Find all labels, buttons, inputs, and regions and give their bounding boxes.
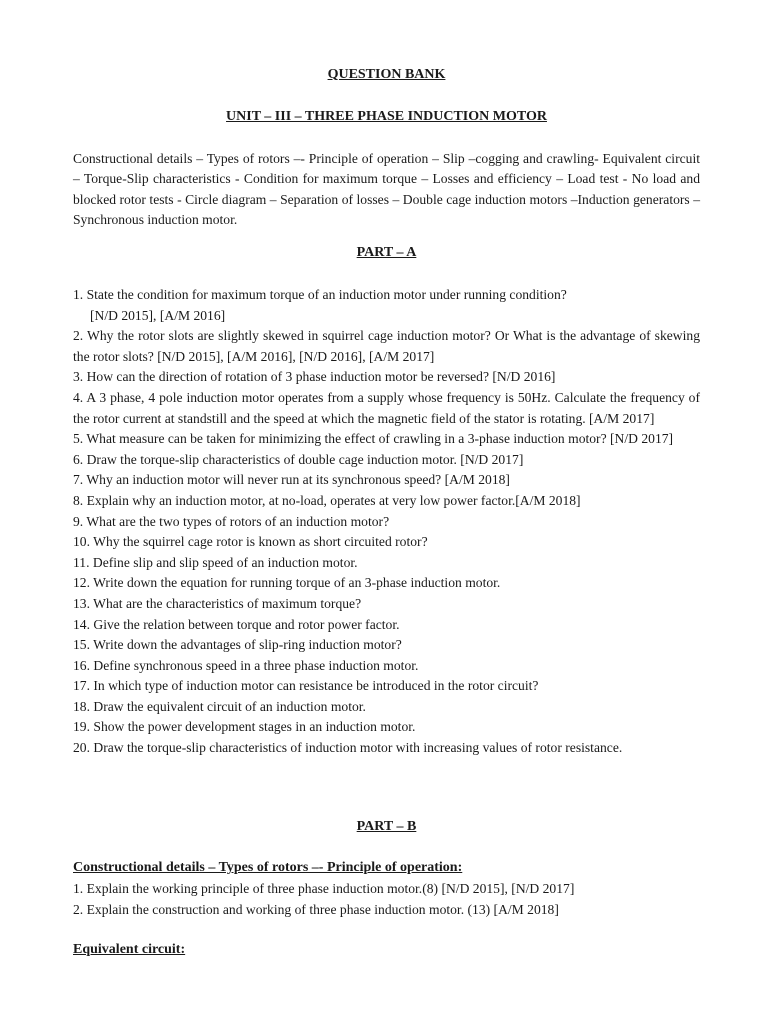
syllabus-paragraph: Constructional details – Types of rotors –- Principle of operation – Slip –cogging and crawling- Equivalent circuit – Torque-Slip characteristics - Condition for maximum torque – Losses and efficiency – Load test - No load and blocked rotor tests - Circle diagram – Separation of losses – Double cage induction motors –Induction generators – Synchronous induction motor. (73, 151, 700, 228)
question-item: 13. What are the characteristics of maximum torque? (73, 595, 362, 611)
section-heading-constructional: Constructional details – Types of rotors –- Principle of operation: (73, 860, 463, 875)
question-item: 4. A 3 phase, 4 pole induction motor operates from a supply whose frequency is 50Hz. Calculate the frequency of the rotor current at standstill and the speed at which the magnetic field of the stator is rotating. [A/M 2017] (73, 389, 700, 426)
question-item (73, 285, 700, 326)
question-item: 1. Explain the working principle of three phase induction motor.(8) [N/D 2015], [N/D 2017] (73, 881, 575, 896)
document-title: QUESTION BANK (327, 67, 446, 82)
question-item: 2. Why the rotor slots are slightly skewed in squirrel cage induction motor? Or What is the advantage of skewing the rotor slots? [N/D 2015], [A/M 2016], [N/D 2016], [A/M 2017] (73, 328, 700, 364)
question-item: 14. Give the relation between torque and rotor power factor. (73, 616, 400, 632)
question-item: 6. Draw the torque-slip characteristics of double cage induction motor. [N/D 2017] (73, 451, 524, 467)
part-b-heading: PART – B (356, 819, 417, 834)
unit-title: UNIT – III – THREE PHASE INDUCTION MOTOR (226, 109, 547, 124)
question-item: 16. Define synchronous speed in a three phase induction motor. (73, 657, 419, 673)
question-item: 11. Define slip and slip speed of an induction motor. (73, 554, 358, 570)
question-item: 20. Draw the torque-slip characteristics of induction motor with increasing values of rotor resistance. (73, 740, 623, 756)
part-a-question-list (73, 285, 700, 759)
question-item: 8. Explain why an induction motor, at no-load, operates at very low power factor.[A/M 2018] (73, 492, 581, 508)
question-item: 17. In which type of induction motor can resistance be introduced in the rotor circuit? (73, 678, 539, 694)
part-a-heading: PART – A (356, 245, 417, 260)
section-heading-equivalent-circuit: Equivalent circuit: (73, 942, 186, 957)
question-item: 9. What are the two types of rotors of an induction motor? (73, 513, 390, 529)
question-item: 15. Write down the advantages of slip-ring induction motor? (73, 637, 402, 653)
question-item: 5. What measure can be taken for minimizing the effect of crawling in a 3-phase induction motor? [N/D 2017] (73, 431, 674, 447)
question-item: 7. Why an induction motor will never run at its synchronous speed? [A/M 2018] (73, 472, 510, 488)
question-item: 2. Explain the construction and working of three phase induction motor. (13) [A/M 2018] (73, 901, 559, 917)
part-b-question-list (73, 879, 700, 920)
question-text-continued: [N/D 2015], [A/M 2016] (90, 307, 226, 323)
question-item: 18. Draw the equivalent circuit of an induction motor. (73, 698, 366, 714)
question-item: 3. How can the direction of rotation of 3 phase induction motor be reversed? [N/D 2016] (73, 369, 556, 385)
question-item: 19. Show the power development stages in an induction motor. (73, 719, 416, 735)
question-item: 12. Write down the equation for running torque of an 3-phase induction motor. (73, 575, 501, 591)
question-item: 10. Why the squirrel cage rotor is known as short circuited rotor? (73, 534, 428, 550)
question-text: 1. State the condition for maximum torque of an induction motor under running condition? (73, 287, 567, 302)
